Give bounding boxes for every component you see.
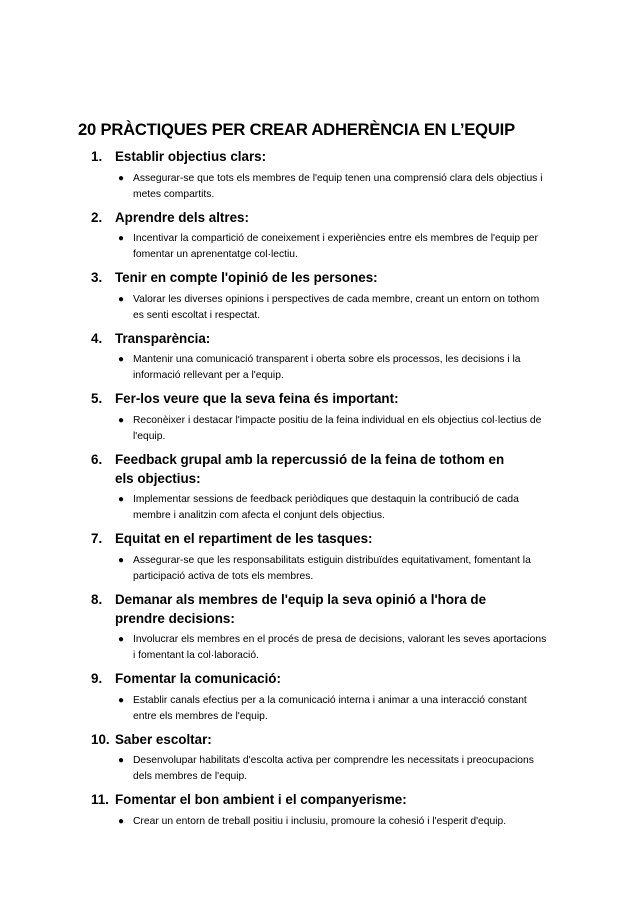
- practice-heading: [91, 669, 558, 688]
- practices-list: [78, 147, 558, 830]
- practice-bullet: [118, 693, 558, 725]
- practice-description: Establir canals efectius per a la comunicació interna i animar a una interacció constant entre els membres de l'equip.: [133, 694, 527, 722]
- practice-heading: [91, 730, 558, 749]
- practice-description: Assegurar-se que tots els membres de l'equip tenen una comprensió clara dels objectius i metes compartits.: [133, 172, 543, 200]
- practice-number: 9.: [91, 671, 103, 686]
- document-page: [78, 119, 558, 835]
- practice-description: Involucrar els membres en el procés de presa de decisions, valorant les seves aportacions i fomentant la col·laboració.: [133, 634, 547, 661]
- practice-bullet: [118, 292, 558, 324]
- practice-bullet: [118, 753, 558, 785]
- practice-number: 4.: [91, 330, 103, 346]
- practice-bullet: [118, 171, 558, 203]
- practice-title: Aprendre dels altres:: [115, 209, 249, 225]
- practice-number: 3.: [91, 270, 103, 285]
- practice-item: [78, 590, 558, 665]
- practice-description: Desenvolupar habilitats d'escolta activa per comprendre les necessitats i preocupacions dels membres de l'equip.: [133, 755, 534, 782]
- practice-description: Assegurar-se que les responsabilitats estiguin distribuïdes equitativament, fomentant la participació activa de tots els membres.: [133, 554, 531, 582]
- bullet-dot-icon: ●: [118, 233, 125, 244]
- practice-number: 6.: [91, 451, 103, 467]
- practice-heading: [91, 268, 558, 287]
- practice-number: 8.: [91, 591, 103, 607]
- practice-title: Establir objectius clars:: [115, 149, 267, 164]
- practice-heading: [91, 450, 558, 488]
- practice-item: [78, 669, 558, 725]
- practice-bullet: [118, 553, 558, 585]
- practice-item: [78, 147, 558, 203]
- practice-title: Equitat en el repartiment de les tasques:: [115, 531, 373, 546]
- practice-heading: [91, 790, 558, 809]
- practice-number: 11.: [91, 792, 109, 807]
- bullet-dot-icon: ●: [118, 354, 125, 365]
- bullet-dot-icon: ●: [118, 755, 125, 766]
- practice-description: Crear un entorn de treball positiu i inclusiu, promoure la cohesió i l'esperit d'equip.: [133, 815, 507, 827]
- practice-description: Implementar sessions de feedback periòdiques que destaquin la contribució de cada membre i analitzin com afecta el conjunt dels objectius.: [133, 494, 519, 521]
- practice-title: Fer-los veure que la seva feina és important:: [115, 391, 399, 406]
- practice-description: Incentivar la compartició de coneixement i experiències entre els membres de l'equip per fomentar un aprenentatge col·lectiu.: [133, 233, 538, 260]
- practice-item: [78, 329, 558, 385]
- practice-title: Fomentar la comunicació:: [115, 671, 281, 686]
- practice-title: Feedback grupal amb la repercussió de la feina de tothom en els objectius:: [115, 451, 505, 486]
- practice-title: Fomentar el bon ambient i el companyerisme:: [115, 792, 407, 807]
- bullet-dot-icon: ●: [118, 634, 125, 645]
- practice-title: Demanar als membres de l'equip la seva opinió a l'hora de prendre decisions:: [115, 591, 487, 626]
- practice-heading: [91, 329, 558, 348]
- bullet-dot-icon: ●: [118, 815, 125, 827]
- practice-title: Saber escoltar:: [115, 731, 212, 747]
- practice-bullet: [118, 231, 558, 263]
- practice-title: Tenir en compte l'opinió de les persones:: [115, 270, 378, 285]
- practice-heading: [91, 529, 558, 548]
- practice-bullet: [118, 352, 558, 384]
- practice-bullet: [118, 632, 558, 664]
- practice-heading: [91, 389, 558, 408]
- bullet-dot-icon: ●: [118, 694, 125, 706]
- practice-number: 7.: [91, 531, 103, 546]
- bullet-dot-icon: ●: [118, 554, 125, 566]
- practice-item: [78, 450, 558, 525]
- practice-item: [78, 208, 558, 264]
- practice-heading: [91, 147, 558, 166]
- practice-number: 1.: [91, 149, 103, 164]
- practice-title: Transparència:: [115, 330, 211, 346]
- practice-description: Valorar les diverses opinions i perspectives de cada membre, creant un entorn on tothom es senti escoltat i respectat.: [133, 293, 540, 321]
- practice-number: 5.: [91, 391, 103, 406]
- bullet-dot-icon: ●: [118, 293, 125, 305]
- practice-number: 2.: [91, 209, 103, 225]
- practice-item: [78, 529, 558, 585]
- practice-item: [78, 790, 558, 830]
- practice-number: 10.: [91, 731, 110, 747]
- practice-item: [78, 268, 558, 324]
- practice-description: Reconèixer i destacar l'impacte positiu de la feina individual en els objectius col·lectius de l'equip.: [133, 414, 542, 442]
- practice-description: Mantenir una comunicació transparent i oberta sobre els processos, les decisions i la informació rellevant per a l'equip.: [133, 354, 521, 381]
- bullet-dot-icon: ●: [118, 494, 125, 505]
- practice-item: [78, 730, 558, 786]
- document-title: 20 PRÀCTIQUES PER CREAR ADHERÈNCIA EN L’EQUIP: [78, 120, 515, 139]
- practice-bullet: [118, 492, 558, 524]
- bullet-dot-icon: ●: [118, 414, 125, 426]
- practice-bullet: [118, 814, 558, 830]
- practice-bullet: [118, 413, 558, 445]
- practice-item: [78, 389, 558, 445]
- practice-heading: [91, 208, 558, 227]
- practice-heading: [91, 590, 558, 628]
- bullet-dot-icon: ●: [118, 172, 125, 184]
